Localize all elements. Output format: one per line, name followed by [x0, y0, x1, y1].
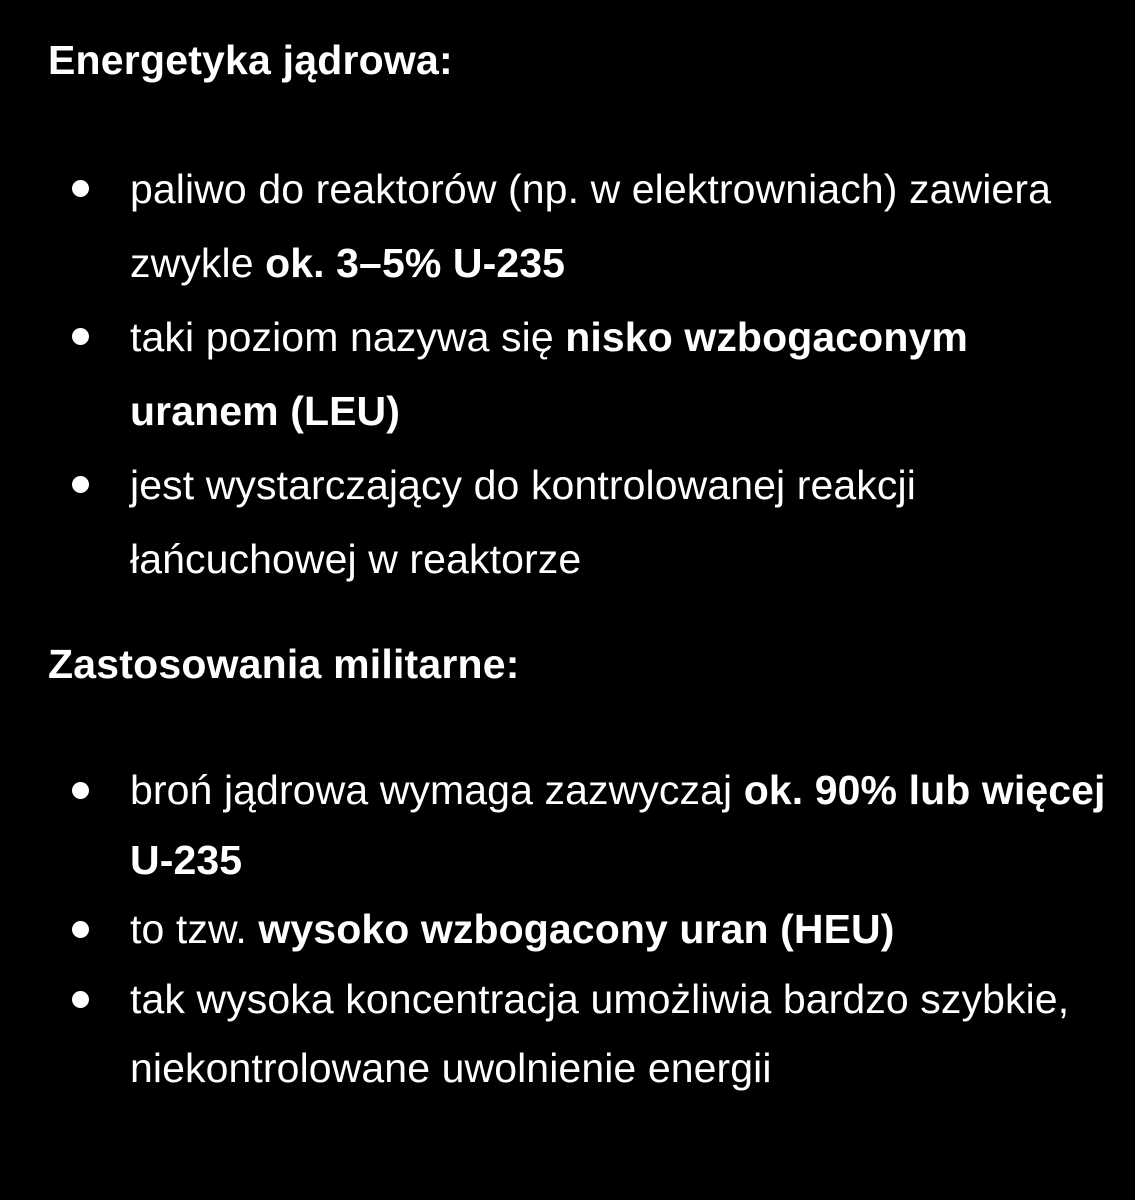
bullet-item: [48, 965, 1108, 1104]
bullet-dot-icon: [72, 448, 90, 522]
section-heading: Zastosowania militarne:: [48, 641, 520, 687]
bullet-text-bold: wysoko wzbogacony uran (HEU): [258, 906, 895, 952]
bullet-dot-icon: [72, 965, 90, 1039]
section-military-uses: [48, 636, 1108, 1104]
bullet-text: tak wysoka koncentracja umożliwia bardzo szybkie, niekontrolowane uwolnienie energii: [130, 975, 1070, 1091]
section-nuclear-energy: [48, 32, 1108, 596]
bullet-list: [48, 152, 1108, 596]
bullet-text: broń jądrowa wymaga zazwyczaj: [130, 767, 744, 813]
bullet-text: paliwo do reaktorów (np. w elektrowniach) zawiera zwykle: [130, 166, 1051, 286]
bullet-dot-icon: [72, 756, 90, 830]
bullet-dot-icon: [72, 300, 90, 374]
bullet-dot-icon: [72, 152, 90, 226]
bullet-item: [48, 152, 1108, 300]
section-heading: Energetyka jądrowa:: [48, 37, 453, 83]
bullet-text: taki poziom nazywa się: [130, 314, 566, 360]
bullet-dot-icon: [72, 895, 90, 969]
bullet-text-bold: nisko wzbogaconym uranem (LEU): [130, 314, 968, 434]
bullet-item: [48, 895, 1108, 965]
bullet-text-bold: ok. 3–5% U-235: [265, 240, 566, 286]
bullet-text: to tzw.: [130, 906, 259, 952]
bullet-item: [48, 448, 1108, 596]
bullet-item: [48, 300, 1108, 448]
bullet-text: jest wystarczający do kontrolowanej reakcji łańcuchowej w reaktorze: [130, 462, 916, 582]
bullet-text-bold: ok. 90% lub więcej U-235: [130, 767, 1106, 883]
bullet-list: [48, 756, 1108, 1104]
bullet-item: [48, 756, 1108, 895]
